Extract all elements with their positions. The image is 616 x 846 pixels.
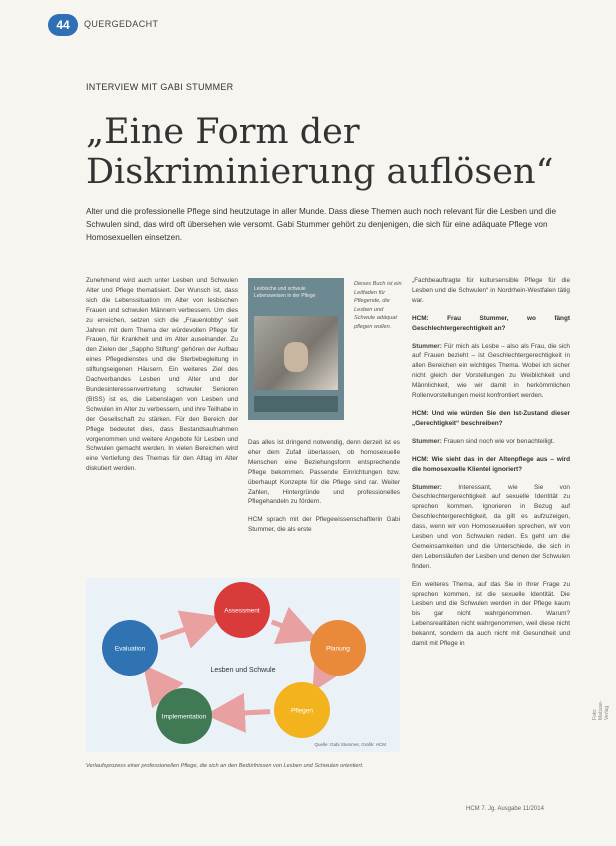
process-arrow bbox=[152, 676, 164, 691]
process-arrow bbox=[320, 676, 322, 679]
body-column-2 bbox=[248, 438, 400, 543]
paragraph: HCM sprach mit der Pflegewissenschaftlerin Gabi Stummer, die als erste bbox=[248, 516, 400, 534]
headline-line-1: „Eine Form der bbox=[86, 112, 360, 152]
book-cover-image bbox=[248, 278, 344, 420]
answer-speaker: Stummer: bbox=[412, 437, 442, 445]
article-lead: Alter und die professionelle Pflege sind heutzutage in aller Munde. Dass diese Themen auch noch relevant für die Lesben und die Schwulen sind, das wird oft übersehen wie versomt. Gabi Stummer gehört zu denjenigen, die sich für eine adäquate Pflege von Homosexuellen einsetzen. bbox=[86, 207, 557, 242]
paragraph: Das alles ist dringend notwendig, denn derzeit ist es eher dem Zufall überlassen, ob homosexuelle Menschen eine Beziehungsform entsprechende Pflege bekommen. Passende Einrichtungen bzw. überhaupt Konzepte für die Pflege sind rar. Weiter Zahlen, Hintergründe und professionelles Pflegehandeln zu fördern. bbox=[248, 439, 400, 506]
diagram-nodes bbox=[102, 582, 366, 744]
interview-kicker: INTERVIEW MIT GABI STUMMER bbox=[86, 82, 234, 92]
interview-answer bbox=[412, 342, 570, 401]
interview-question: HCM: Wie sieht das in der Altenpflege aus – wird die homosexuelle Klientel ignoriert? bbox=[412, 455, 570, 473]
headline-line-2: Diskriminierung auflösen“ bbox=[86, 152, 554, 192]
body-column-1 bbox=[86, 276, 238, 482]
photo-credit: Foto: Mabuse-Verlag bbox=[592, 700, 610, 720]
paragraph: „Fachbeauftragte für kultursensible Pflege für die Lesben und die Schwulen“ in Nordrhein-Westfalen tätig war. bbox=[412, 277, 570, 304]
answer-text: Frauen sind noch wie vor benachteiligt. bbox=[443, 437, 555, 445]
body-column-3 bbox=[412, 276, 570, 657]
section-label: QUERGEDACHT bbox=[84, 19, 159, 29]
interview-question: HCM: Und wie würden Sie den Ist-Zustand dieser „Gerechtigkeit“ beschreiben? bbox=[412, 409, 570, 427]
answer-speaker: Stummer: bbox=[412, 483, 442, 491]
book-title: Lesbische und schwule Lebensweisen in der Pflege bbox=[254, 286, 316, 299]
book-stripe bbox=[254, 396, 338, 412]
process-node-label: Planung bbox=[326, 645, 350, 653]
answer-speaker: Stummer: bbox=[412, 342, 442, 350]
diagram-caption: Verlaufsprozess einer professionellen Pflege, die sich an den Bedürfnissen von Lesben und Schwulen orientiert. bbox=[86, 763, 364, 769]
process-arrow bbox=[272, 622, 305, 635]
interview-question: HCM: Frau Stummer, wo fängt Geschlechtergerechtigkeit an? bbox=[412, 314, 570, 332]
process-node-label: Implementation bbox=[161, 713, 207, 721]
page-number-badge: 44 bbox=[48, 14, 78, 36]
paragraph: Zunehmend wird auch unter Lesben und Schwulen Alter und Pflege thematisiert. Der Wunsch ist, dass sich die Lebenssituation im Alter von lesbischen Frauen und schwulen Männern verbessern. Um dies zu erreichen, setzen sich die „Frauenlobby“ seit Jahren mit dem Thema der würdevollen Pflege für Frauen, für Krankheit und im Alter auseinander. Zu den Zielen der „Sappho Stiftung“ gehören der Aufbau eines Pflegedienstes und die Sterbebegleitung in stiftungseigenen Häusern. Ein weiteres Ziel des Dachverbandes Lesben und Alter und der Bundesinteressenvertretung schwuler Senioren (BISS) ist es, die Lebenslagen von Lesben und Schwulen im Alter zu verbessern, und ihre Teilhabe in der Gesellschaft zu stärken. Für den Bereich der Pflege bedeutet dies, dass Bestandsaufnahmen vorgenommen und weitere Angebote für Lesben und Schwulen gemacht werden. In vielen Bereichen wird eine Vertiefung des Themas für den Alltag im Alter diskutiert werden. bbox=[86, 277, 238, 473]
diagram-credit: Quelle: Gabi Stummer, Grafik: HCM bbox=[314, 742, 386, 747]
diagram-center-label: Lesben und Schwule bbox=[210, 667, 276, 674]
page-footer: HCM 7. Jg. Ausgabe 11/2014 bbox=[466, 806, 544, 812]
answer-text: Für mich als Lesbe – also als Frau, die sich auf Frauen bezieht – ist Geschlechtergerechtigkeit in allen Bereichen ein wichtiges Thema. Wobei ich sicher nicht gleich der Vorstellungen zu Weiblichkeit und Männlichkeit, wie wir damit in herkömmlichen Rollenvorstellungen meist konfrontiert werden. bbox=[412, 342, 570, 400]
interview-answer bbox=[412, 437, 570, 447]
paragraph: Ein weiteres Thema, auf das Sie in Ihrer Frage zu sprechen kommen, ist die sexuelle Identität. Die Lesben und die Schwulen werden in der Pflege kaum bis gar nicht wahrgenommen. Warum? Lebensrealitäten nicht wahrgenommen, weil diese nicht bekannt, sondern da auch nicht mit Gesundheit und damit mit Pflege in bbox=[412, 580, 570, 648]
process-arrow bbox=[220, 712, 270, 715]
interview-answer bbox=[412, 483, 570, 572]
process-arrow bbox=[160, 622, 208, 638]
answer-text: Interessant, wie Sie von Geschlechtergerechtigkeit auf sexuelle Identität zu sprechen kommen. Ignorieren in Bezug auf Geschlechtergerechtigkeit, da gilt es aufzuzeigen, dass, wenn wir von Homosexuellen sprechen, wir von Lesben und von Schwulen reden. Es geht um die Gemeinsamkeiten und die Unterschiede, die sich in den Lebensläufen der Lesben und denen der Schwulen finden. bbox=[412, 483, 570, 570]
care-process-diagram bbox=[86, 578, 400, 752]
hand-shape bbox=[284, 342, 308, 372]
book-caption: Dieses Buch ist ein Leitfaden für Pflegende, die Lesben und Schwule adäquat pflegen wollen. bbox=[354, 281, 402, 330]
process-node-label: Assessment bbox=[224, 607, 260, 615]
process-node-label: Evaluation bbox=[114, 645, 146, 653]
book-photo bbox=[254, 316, 338, 390]
diagram-svg bbox=[86, 578, 400, 752]
process-node-label: Pflegen bbox=[290, 707, 314, 715]
article-headline bbox=[86, 112, 566, 192]
